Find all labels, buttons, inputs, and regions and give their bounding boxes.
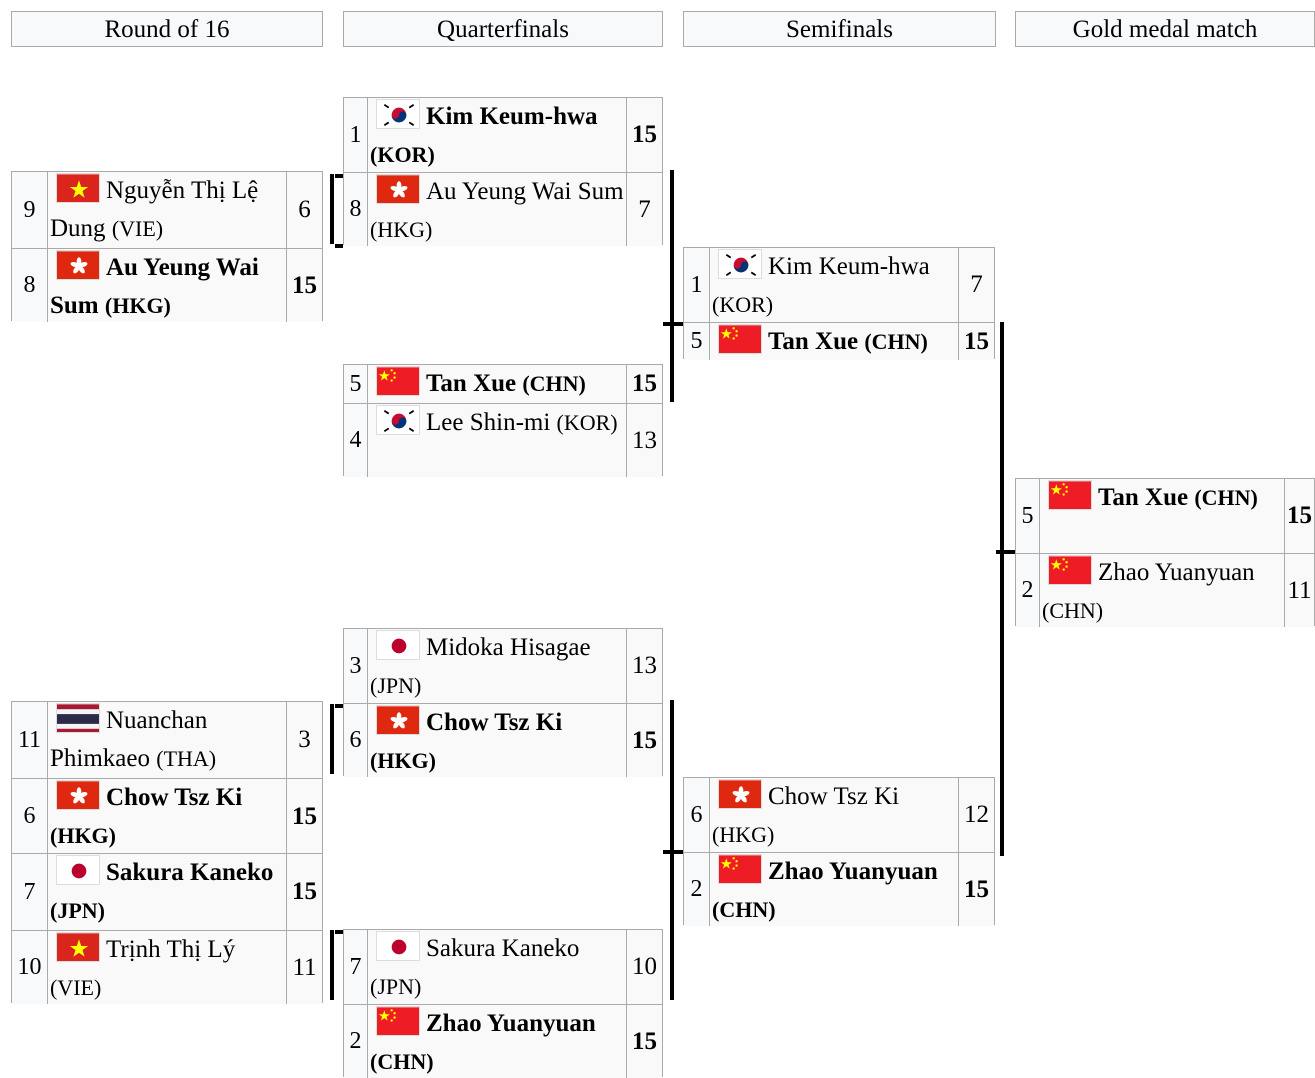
competitor-row — [344, 172, 662, 246]
noc-code: (JPN) — [370, 974, 422, 999]
score: 6 — [286, 172, 322, 248]
seed-number: 11 — [12, 702, 48, 778]
vie-flag-icon — [56, 932, 100, 962]
noc-code: (CHN) — [864, 329, 928, 354]
jpn-flag-icon — [376, 931, 420, 961]
athlete-link[interactable]: Nuanchan Phimkaeo — [50, 707, 208, 772]
seed-number: 2 — [1016, 554, 1040, 627]
vie-flag-icon — [56, 173, 100, 203]
competitor-name-cell — [1040, 554, 1286, 627]
score: 15 — [626, 365, 662, 403]
score: 7 — [626, 173, 662, 246]
seed-number: 1 — [684, 248, 710, 322]
athlete-link[interactable]: Au Yeung Wai Sum — [50, 254, 259, 319]
bracket-connector — [663, 850, 683, 854]
competitor-name-cell — [368, 629, 628, 703]
match-r16-2 — [11, 701, 323, 853]
score: 15 — [286, 249, 322, 322]
athlete-link[interactable]: Chow Tsz Ki — [426, 709, 563, 736]
round-header-gold-medal-match: Gold medal match — [1015, 11, 1315, 47]
round-header-quarterfinals: Quarterfinals — [343, 11, 663, 47]
hkg-flag-icon — [56, 250, 100, 280]
seed-number: 3 — [344, 629, 368, 703]
competitor-name-cell — [710, 853, 960, 926]
competitor-row — [12, 778, 322, 854]
noc-code: (HKG) — [370, 217, 433, 242]
noc-code: (KOR) — [556, 410, 618, 435]
noc-code: (KOR) — [370, 142, 435, 167]
competitor-row — [344, 703, 662, 777]
competitor-name-cell — [710, 248, 960, 322]
noc-code: (CHN) — [1042, 598, 1104, 623]
chn-flag-icon — [1048, 480, 1092, 510]
score: 15 — [626, 98, 662, 172]
competitor-name-cell — [48, 854, 288, 930]
seed-number: 4 — [344, 404, 368, 477]
competitor-row — [344, 629, 662, 703]
athlete-link[interactable]: Chow Tsz Ki — [106, 784, 243, 811]
competitor-row — [684, 248, 994, 322]
competitor-name-cell — [368, 704, 628, 777]
chn-flag-icon — [718, 324, 762, 354]
match-final-1 — [1015, 478, 1315, 626]
noc-code: (CHN) — [712, 897, 776, 922]
match-qf-3 — [343, 628, 663, 776]
bracket-connector — [996, 550, 1015, 554]
seed-number: 10 — [12, 931, 48, 1004]
seed-number: 7 — [12, 854, 48, 930]
match-qf-1 — [343, 97, 663, 245]
seed-number: 6 — [12, 779, 48, 854]
athlete-link[interactable]: Lee Shin-mi — [426, 409, 551, 436]
seed-number: 8 — [344, 173, 368, 246]
seed-number: 5 — [1016, 479, 1040, 553]
kor-flag-icon — [718, 249, 762, 279]
athlete-link[interactable]: Chow Tsz Ki — [768, 783, 900, 810]
seed-number: 1 — [344, 98, 368, 172]
competitor-row — [12, 930, 322, 1004]
competitor-row — [12, 854, 322, 930]
kor-flag-icon — [376, 99, 420, 129]
chn-flag-icon — [1048, 555, 1092, 585]
score: 15 — [958, 853, 994, 926]
competitor-row — [12, 248, 322, 322]
competitor-name-cell — [368, 98, 628, 172]
score: 10 — [626, 930, 662, 1004]
competitor-row — [12, 172, 322, 248]
bracket-connector — [335, 704, 343, 708]
score: 13 — [626, 404, 662, 477]
seed-number: 6 — [344, 704, 368, 777]
seed-number: 5 — [344, 365, 368, 403]
score: 15 — [1284, 479, 1314, 553]
noc-code: (CHN) — [1194, 485, 1258, 510]
match-sf-1 — [683, 247, 995, 359]
competitor-name-cell — [48, 249, 288, 322]
athlete-link[interactable]: Nguyễn Thị Lệ Dung — [50, 177, 259, 242]
competitor-name-cell — [368, 173, 628, 246]
chn-flag-icon — [718, 854, 762, 884]
chn-flag-icon — [376, 366, 420, 396]
seed-number: 9 — [12, 172, 48, 248]
competitor-name-cell — [710, 323, 960, 360]
match-qf-2 — [343, 364, 663, 476]
bracket-connector — [1000, 322, 1004, 856]
score: 12 — [958, 778, 994, 852]
score: 15 — [626, 704, 662, 777]
noc-code: (HKG) — [50, 823, 116, 848]
noc-code: (CHN) — [370, 1049, 434, 1074]
jpn-flag-icon — [376, 630, 420, 660]
bracket-connector — [335, 244, 343, 248]
noc-code: (THA) — [156, 746, 217, 771]
score: 15 — [626, 1005, 662, 1078]
seed-number: 7 — [344, 930, 368, 1004]
athlete-link[interactable]: Sakura Kaneko — [106, 859, 274, 886]
seed-number: 2 — [344, 1005, 368, 1078]
score: 11 — [286, 931, 322, 1004]
competitor-row — [344, 98, 662, 172]
match-r16-1 — [11, 171, 323, 321]
competitor-name-cell — [48, 779, 288, 854]
competitor-row — [684, 778, 994, 852]
score: 15 — [958, 323, 994, 360]
competitor-row — [12, 702, 322, 778]
competitor-row — [684, 322, 994, 360]
tha-flag-icon — [56, 703, 100, 733]
athlete-link[interactable]: Au Yeung Wai Sum — [426, 178, 624, 205]
noc-code: (JPN) — [370, 673, 422, 698]
hkg-flag-icon — [376, 174, 420, 204]
match-sf-2 — [683, 777, 995, 925]
athlete-link[interactable]: Zhao Yuanyuan — [768, 858, 938, 885]
athlete-link[interactable]: Kim Keum-hwa — [768, 253, 930, 280]
score: 15 — [286, 779, 322, 854]
score: 15 — [286, 854, 322, 930]
bracket-connector — [330, 930, 334, 1000]
noc-code: (CHN) — [522, 371, 586, 396]
competitor-name-cell — [368, 1005, 628, 1078]
competitor-name-cell — [48, 702, 288, 778]
hkg-flag-icon — [376, 705, 420, 735]
athlete-link[interactable]: Zhao Yuanyuan — [426, 1010, 596, 1037]
competitor-row — [344, 1004, 662, 1078]
competitor-row — [1016, 553, 1314, 627]
bracket-connector — [663, 322, 683, 326]
noc-code: (HKG) — [712, 822, 775, 847]
hkg-flag-icon — [56, 780, 100, 810]
competitor-name-cell — [368, 404, 628, 477]
competitor-row — [684, 852, 994, 926]
athlete-link[interactable]: Sakura Kaneko — [426, 935, 580, 962]
athlete-link[interactable]: Tan Xue — [768, 328, 859, 355]
score: 3 — [286, 702, 322, 778]
competitor-name-cell — [48, 931, 288, 1004]
competitor-row — [1016, 479, 1314, 553]
chn-flag-icon — [376, 1006, 420, 1036]
round-header-semifinals: Semifinals — [683, 11, 996, 47]
athlete-link[interactable]: Kim Keum-hwa — [426, 103, 598, 130]
noc-code: (VIE) — [50, 975, 102, 1000]
noc-code: (JPN) — [50, 898, 105, 923]
athlete-link[interactable]: Tan Xue — [1098, 484, 1189, 511]
athlete-link[interactable]: Zhao Yuanyuan — [1098, 559, 1255, 586]
athlete-link[interactable]: Tan Xue — [426, 370, 517, 397]
score: 13 — [626, 629, 662, 703]
jpn-flag-icon — [56, 855, 100, 885]
match-r16-3 — [11, 853, 323, 1003]
bracket-connector — [670, 170, 674, 402]
seed-number: 2 — [684, 853, 710, 926]
noc-code: (VIE) — [111, 216, 164, 241]
bracket-connector — [330, 704, 334, 774]
competitor-name-cell — [710, 778, 960, 852]
noc-code: (HKG) — [104, 293, 171, 318]
athlete-link[interactable]: Trịnh Thị Lý — [106, 936, 236, 963]
competitor-name-cell — [368, 930, 628, 1004]
competitor-row — [344, 365, 662, 403]
hkg-flag-icon — [718, 779, 762, 809]
round-header-r16: Round of 16 — [11, 11, 323, 47]
competitor-name-cell — [48, 172, 288, 248]
athlete-link[interactable]: Midoka Hisagae — [426, 634, 591, 661]
bracket-connector — [335, 174, 343, 178]
competitor-row — [344, 930, 662, 1004]
bracket-connector — [330, 174, 334, 244]
kor-flag-icon — [376, 405, 420, 435]
match-qf-4 — [343, 929, 663, 1077]
bracket-connector — [335, 930, 343, 934]
competitor-row — [344, 403, 662, 477]
seed-number: 8 — [12, 249, 48, 322]
seed-number: 6 — [684, 778, 710, 852]
seed-number: 5 — [684, 323, 710, 360]
noc-code: (HKG) — [370, 748, 436, 773]
score: 7 — [958, 248, 994, 322]
noc-code: (KOR) — [712, 292, 774, 317]
score: 11 — [1284, 554, 1314, 627]
competitor-name-cell — [1040, 479, 1286, 553]
competitor-name-cell — [368, 365, 628, 403]
